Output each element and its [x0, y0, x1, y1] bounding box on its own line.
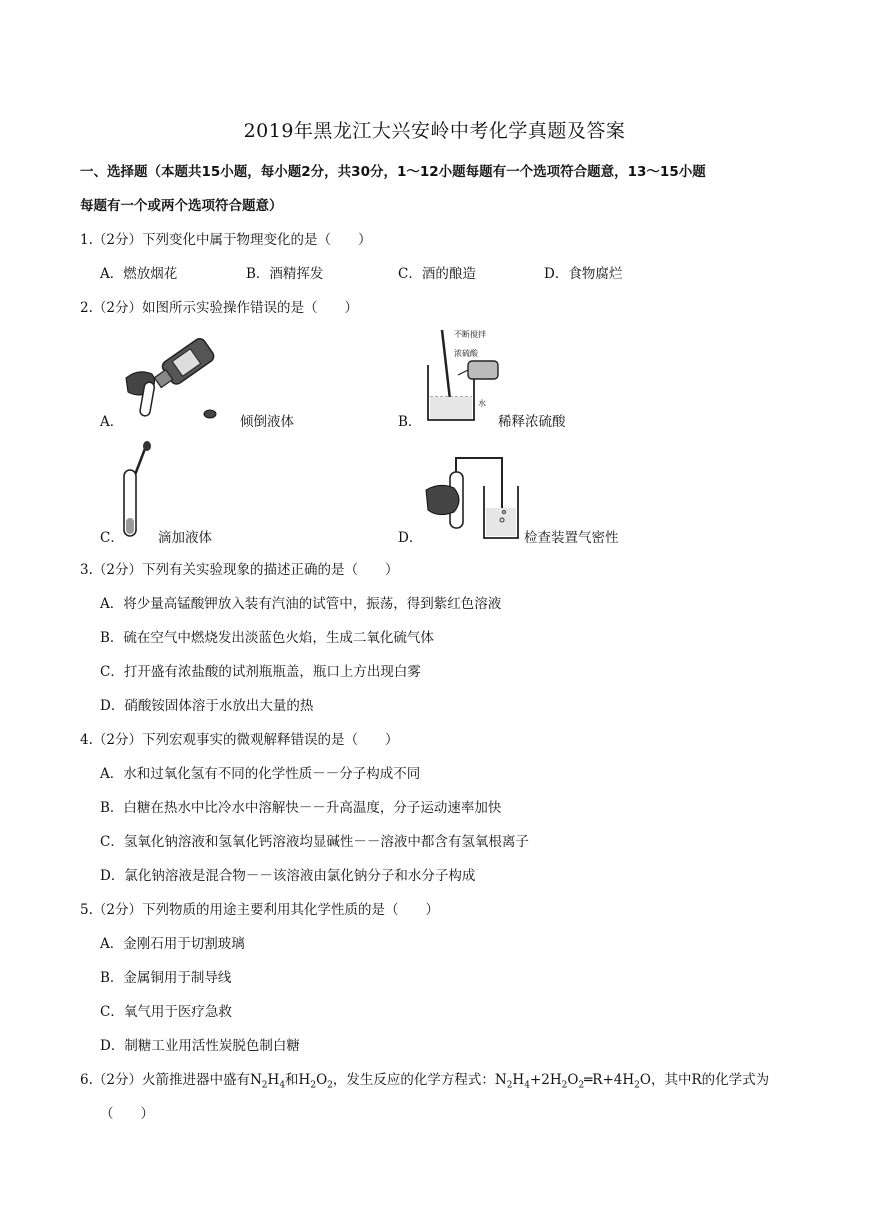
question-2-stem: 2.（2分）如图所示实验操作错误的是（ ） — [80, 300, 358, 316]
question-2-option-d-letter: D． — [398, 530, 423, 546]
question-2-option-b-caption: 稀释浓硫酸 — [498, 414, 566, 430]
question-6-answer-blank: （ ） — [100, 1106, 154, 1122]
question-3-option-d: D．硝酸铵固体溶于水放出大量的热 — [100, 698, 314, 714]
question-5-option-c: C．氧气用于医疗急救 — [100, 1004, 232, 1020]
question-1-option-b: B．酒精挥发 — [246, 266, 324, 282]
question-1-option-c: C．酒的酿造 — [398, 266, 476, 282]
question-1-option-a: A．燃放烟花 — [100, 266, 178, 282]
question-1-option-d: D．食物腐烂 — [544, 266, 623, 282]
label-stir: 不断搅拌 — [454, 330, 486, 339]
pouring-liquid-figure — [118, 330, 228, 420]
airtightness-check-figure — [422, 452, 522, 544]
question-5-option-d: D．制糖工业用活性炭脱色制白糖 — [100, 1038, 300, 1054]
question-5-stem: 5.（2分）下列物质的用途主要利用其化学性质的是（ ） — [80, 902, 439, 918]
question-6-stem: 6.（2分）火箭推进器中盛有$N_2H_4$和$H_2O_2$，发生反应的化学方程式：$N_2H_4+2H_2O_2═R+4H_2O$，其中R的化学式为 — [80, 1072, 770, 1091]
question-4-option-b: B．白糖在热水中比冷水中溶解快－－升高温度，分子运动速率加快 — [100, 800, 502, 816]
label-water: 水 — [478, 399, 486, 408]
label-conc-acid: 浓硫酸 — [454, 349, 478, 358]
question-1-stem: 1.（2分）下列变化中属于物理变化的是（ ） — [80, 232, 372, 248]
question-2-option-a-letter: A． — [100, 414, 124, 430]
page-title: 2019年黑龙江大兴安岭中考化学真题及答案 — [243, 120, 626, 142]
question-5-option-b: B．金属铜用于制导线 — [100, 970, 232, 986]
question-4-option-c: C．氢氧化钠溶液和氢氧化钙溶液均显碱性－－溶液中都含有氢氧根离子 — [100, 834, 529, 850]
question-3-stem: 3.（2分）下列有关实验现象的描述正确的是（ ） — [80, 562, 399, 578]
question-3-option-a: A．将少量高锰酸钾放入装有汽油的试管中，振荡，得到紫红色溶液 — [100, 596, 502, 612]
question-3-option-c: C．打开盛有浓盐酸的试剂瓶瓶盖，瓶口上方出现白雾 — [100, 664, 421, 680]
section-heading-line2: 每题有一个或两个选项符合题意） — [80, 198, 283, 214]
question-5-option-a: A．金刚石用于切割玻璃 — [100, 936, 245, 952]
dropping-liquid-figure — [118, 440, 158, 540]
question-2-option-c-letter: C． — [100, 530, 124, 546]
question-4-stem: 4.（2分）下列宏观事实的微观解释错误的是（ ） — [80, 732, 399, 748]
section-heading-line1: 一、选择题（本题共15小题，每小题2分，共30分，1～12小题每题有一个选项符合题意，13～15小题 — [80, 164, 706, 180]
question-3-option-b: B．硫在空气中燃烧发出淡蓝色火焰，生成二氧化硫气体 — [100, 630, 434, 646]
question-4-option-d: D．氯化钠溶液是混合物－－该溶液由氯化钠分子和水分子构成 — [100, 868, 476, 884]
question-2-option-c-caption: 滴加液体 — [158, 530, 212, 546]
diluting-acid-figure — [422, 325, 502, 425]
question-2-option-a-caption: 倾倒液体 — [240, 414, 294, 430]
question-4-option-a: A．水和过氧化氢有不同的化学性质－－分子构成不同 — [100, 766, 421, 782]
question-2-option-b-letter: B． — [398, 414, 422, 430]
question-2-option-d-caption: 检查装置气密性 — [524, 530, 619, 546]
